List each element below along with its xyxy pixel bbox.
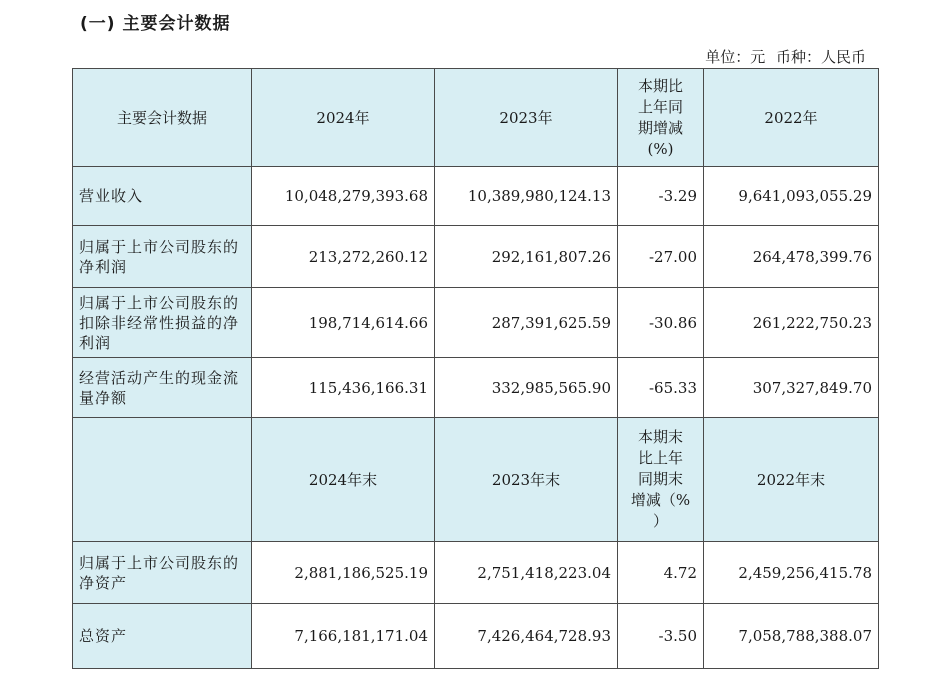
value-change: -3.29	[618, 167, 704, 226]
value-2022: 264,478,399.76	[704, 226, 879, 288]
value-2023: 7,426,464,728.93	[435, 604, 618, 669]
value-2024: 10,048,279,393.68	[252, 167, 435, 226]
header-row-period-end	[73, 418, 879, 542]
header-change	[618, 69, 704, 167]
table-row	[73, 288, 879, 358]
header-change-line: 本期比	[637, 76, 683, 95]
currency-label: 币种：人民币	[775, 48, 866, 66]
header-change-line: 同期末	[637, 470, 683, 488]
header-change-line: 上年同	[637, 97, 683, 116]
value-2024: 2,881,186,525.19	[252, 542, 435, 604]
value-2023: 2,751,418,223.04	[435, 542, 618, 604]
row-label: 归属于上市公司股东的净资产	[73, 542, 252, 604]
header-2023: 2023年	[435, 69, 618, 167]
value-2023: 287,391,625.59	[435, 288, 618, 358]
header-2023-end: 2023年末	[435, 418, 618, 542]
value-2023: 292,161,807.26	[435, 226, 618, 288]
value-2022: 261,222,750.23	[704, 288, 879, 358]
header-change-line: 增减（%	[630, 491, 691, 509]
header-row-period	[73, 69, 879, 167]
header-item-empty	[73, 418, 252, 542]
table-row	[73, 167, 879, 226]
header-2024: 2024年	[252, 69, 435, 167]
header-2024-end: 2024年末	[252, 418, 435, 542]
value-change: -30.86	[618, 288, 704, 358]
row-label: 经营活动产生的现金流量净额	[73, 358, 252, 418]
header-2022: 2022年	[704, 69, 879, 167]
value-2022: 9,641,093,055.29	[704, 167, 879, 226]
table-row	[73, 542, 879, 604]
value-change: -65.33	[618, 358, 704, 418]
value-2023: 10,389,980,124.13	[435, 167, 618, 226]
unit-label: 单位：元	[705, 48, 766, 66]
value-2022: 307,327,849.70	[704, 358, 879, 418]
header-change-line: (%)	[647, 139, 674, 158]
value-2024: 7,166,181,171.04	[252, 604, 435, 669]
row-label: 营业收入	[73, 167, 252, 226]
financial-data-table	[72, 68, 879, 669]
value-2023: 332,985,565.90	[435, 358, 618, 418]
value-change: -27.00	[618, 226, 704, 288]
header-change-line: 本期末	[637, 428, 683, 446]
value-2024: 213,272,260.12	[252, 226, 435, 288]
value-2024: 198,714,614.66	[252, 288, 435, 358]
header-change-line: 期增减	[637, 118, 683, 137]
value-change: 4.72	[618, 542, 704, 604]
row-label: 归属于上市公司股东的净利润	[73, 226, 252, 288]
value-2022: 2,459,256,415.78	[704, 542, 879, 604]
header-2022-end: 2022年末	[704, 418, 879, 542]
header-change-end	[618, 418, 704, 542]
row-label: 归属于上市公司股东的扣除非经常性损益的净利润	[73, 288, 252, 358]
header-change-line: ）	[652, 512, 668, 530]
section-title: (一) 主要会计数据	[80, 14, 231, 34]
value-2024: 115,436,166.31	[252, 358, 435, 418]
table-row	[73, 604, 879, 669]
value-change: -3.50	[618, 604, 704, 669]
value-2022: 7,058,788,388.07	[704, 604, 879, 669]
table-row	[73, 358, 879, 418]
unit-line	[699, 46, 866, 67]
header-change-line: 比上年	[637, 449, 683, 467]
header-item: 主要会计数据	[73, 69, 252, 167]
table-row	[73, 226, 879, 288]
row-label: 总资产	[73, 604, 252, 669]
